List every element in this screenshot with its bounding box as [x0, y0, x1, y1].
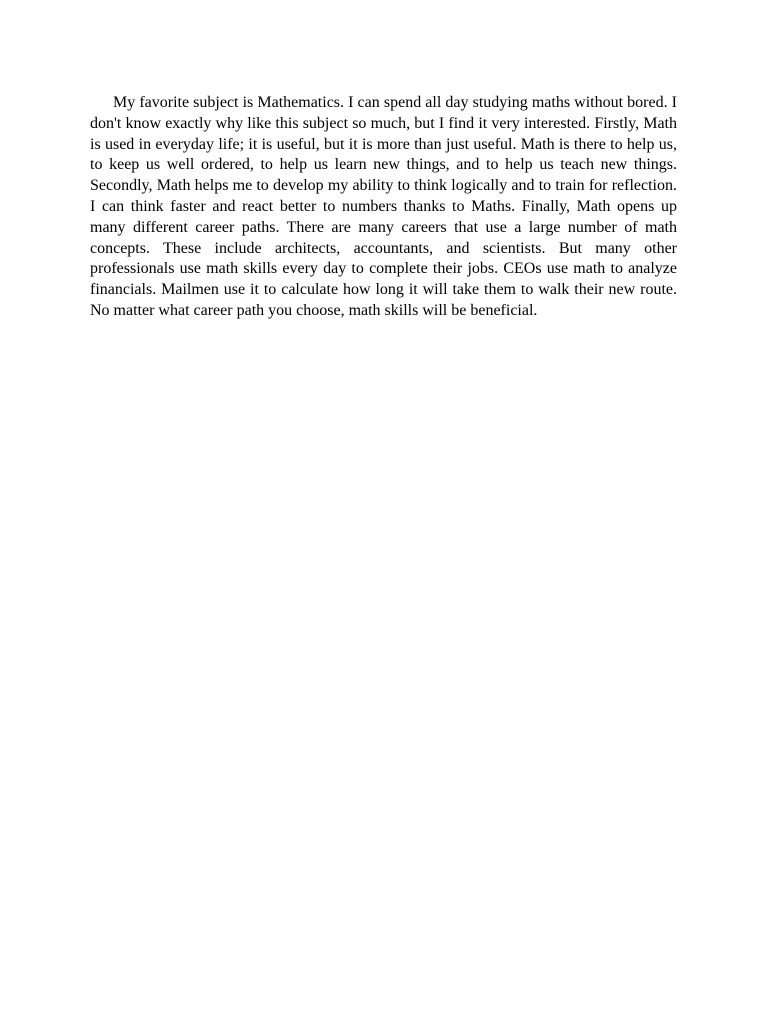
body-paragraph: My favorite subject is Mathematics. I can spend all day studying maths without bored. I don't know exactly why like this subject so much, but I find it very interested. Firstly, Math is used in everyday life; it is useful, but it is more than just useful. Math is there to help us, to keep us well ordered, to help us learn new things, and to help us teach new things. Secondly, Math helps me to develop my ability to think logically and to train for reflection. I can think faster and react better to numbers thanks to Maths. Finally, Math opens up many different career paths. There are many careers that use a large number of math concepts. These include architects, accountants, and scientists. But many other professionals use math skills every day to complete their jobs. CEOs use math to analyze financials. Mailmen use it to calculate how long it will take them to walk their new route. No matter what career path you choose, math skills will be beneficial. [90, 94, 677, 319]
